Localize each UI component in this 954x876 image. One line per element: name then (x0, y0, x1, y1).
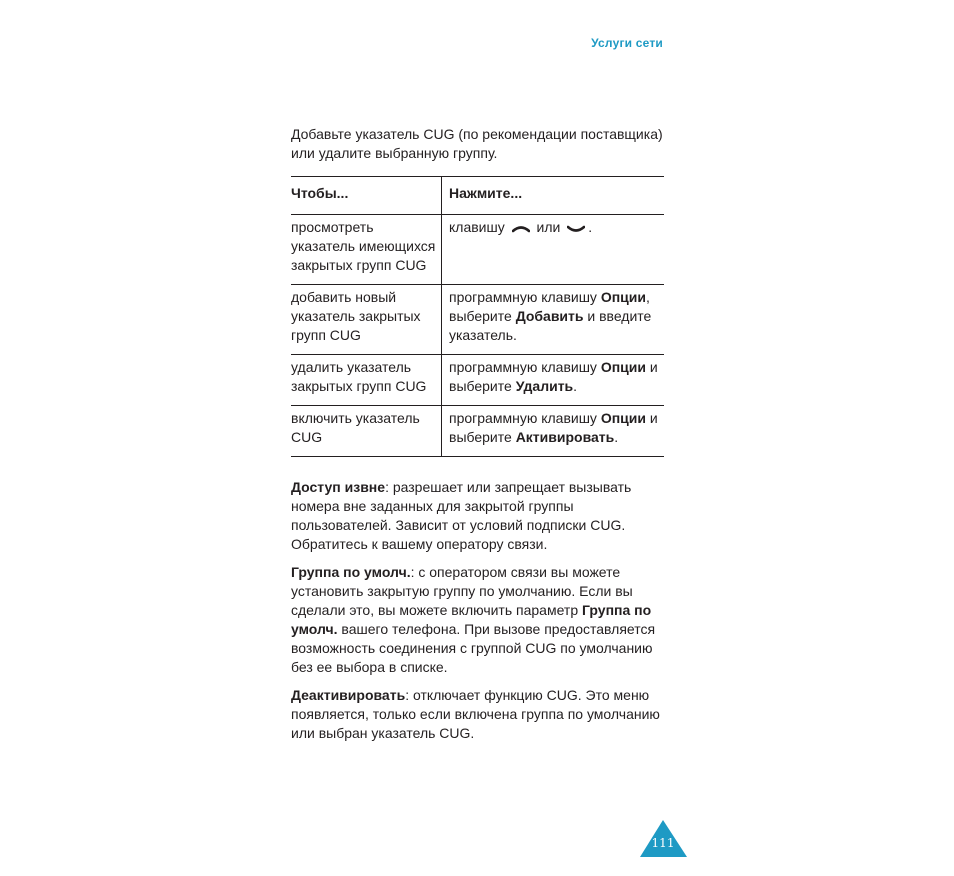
row-press: программную клавишу Опции и выберите Активировать. (449, 410, 658, 445)
intro-paragraph: Добавьте указатель CUG (по рекомендации поставщика) или удалите выбранную группу. (291, 126, 663, 161)
col-header-action: Чтобы... (291, 177, 442, 215)
row-action: включить указатель CUG (291, 406, 442, 457)
instructions-table (291, 176, 664, 457)
nav-up-key-icon (512, 219, 530, 238)
page-number-badge (640, 820, 688, 858)
option-default-group: Группа по умолч.: с оператором связи вы можете установить закрытую группу по умолчанию. Если вы сделали это, вы можете включить параметр Группа по умолч. вашего телефона. При вызове предоставляется возможность соединения с группой CUG по умолчанию без ее выбора в списке. (291, 564, 656, 675)
section-header: Услуги сети (591, 36, 663, 50)
row-press: программную клавишу Опции и выберите Удалить. (449, 359, 658, 394)
option-outside-access: Доступ извне: разрешает или запрещает вызывать номера вне заданных для закрытой группы пользователей. Зависит от условий подписки CUG. Обратитесь к вашему оператору связи. (291, 479, 632, 552)
row-action: добавить новый указатель закрытых групп CUG (291, 285, 442, 355)
col-header-press: Нажмите... (449, 185, 523, 201)
table-row (291, 215, 664, 285)
option-deactivate: Деактивировать: отключает функцию CUG. Это меню появляется, только если включена группа по умолчанию или выбран указатель CUG. (291, 687, 660, 741)
option-descriptions (291, 478, 664, 743)
table-row (291, 406, 664, 457)
row-press: программную клавишу Опции, выберите Добавить и введите указатель. (449, 289, 652, 343)
page-content (291, 125, 664, 752)
row-action: удалить указатель закрытых групп CUG (291, 355, 442, 406)
table-row (291, 355, 664, 406)
row-press: клавишу или . (442, 215, 665, 285)
page-number: 111 (651, 836, 675, 850)
table-header-row (291, 177, 664, 215)
table-row (291, 285, 664, 355)
row-action: просмотреть указатель имеющихся закрытых групп CUG (291, 215, 442, 285)
nav-down-key-icon (567, 219, 585, 238)
